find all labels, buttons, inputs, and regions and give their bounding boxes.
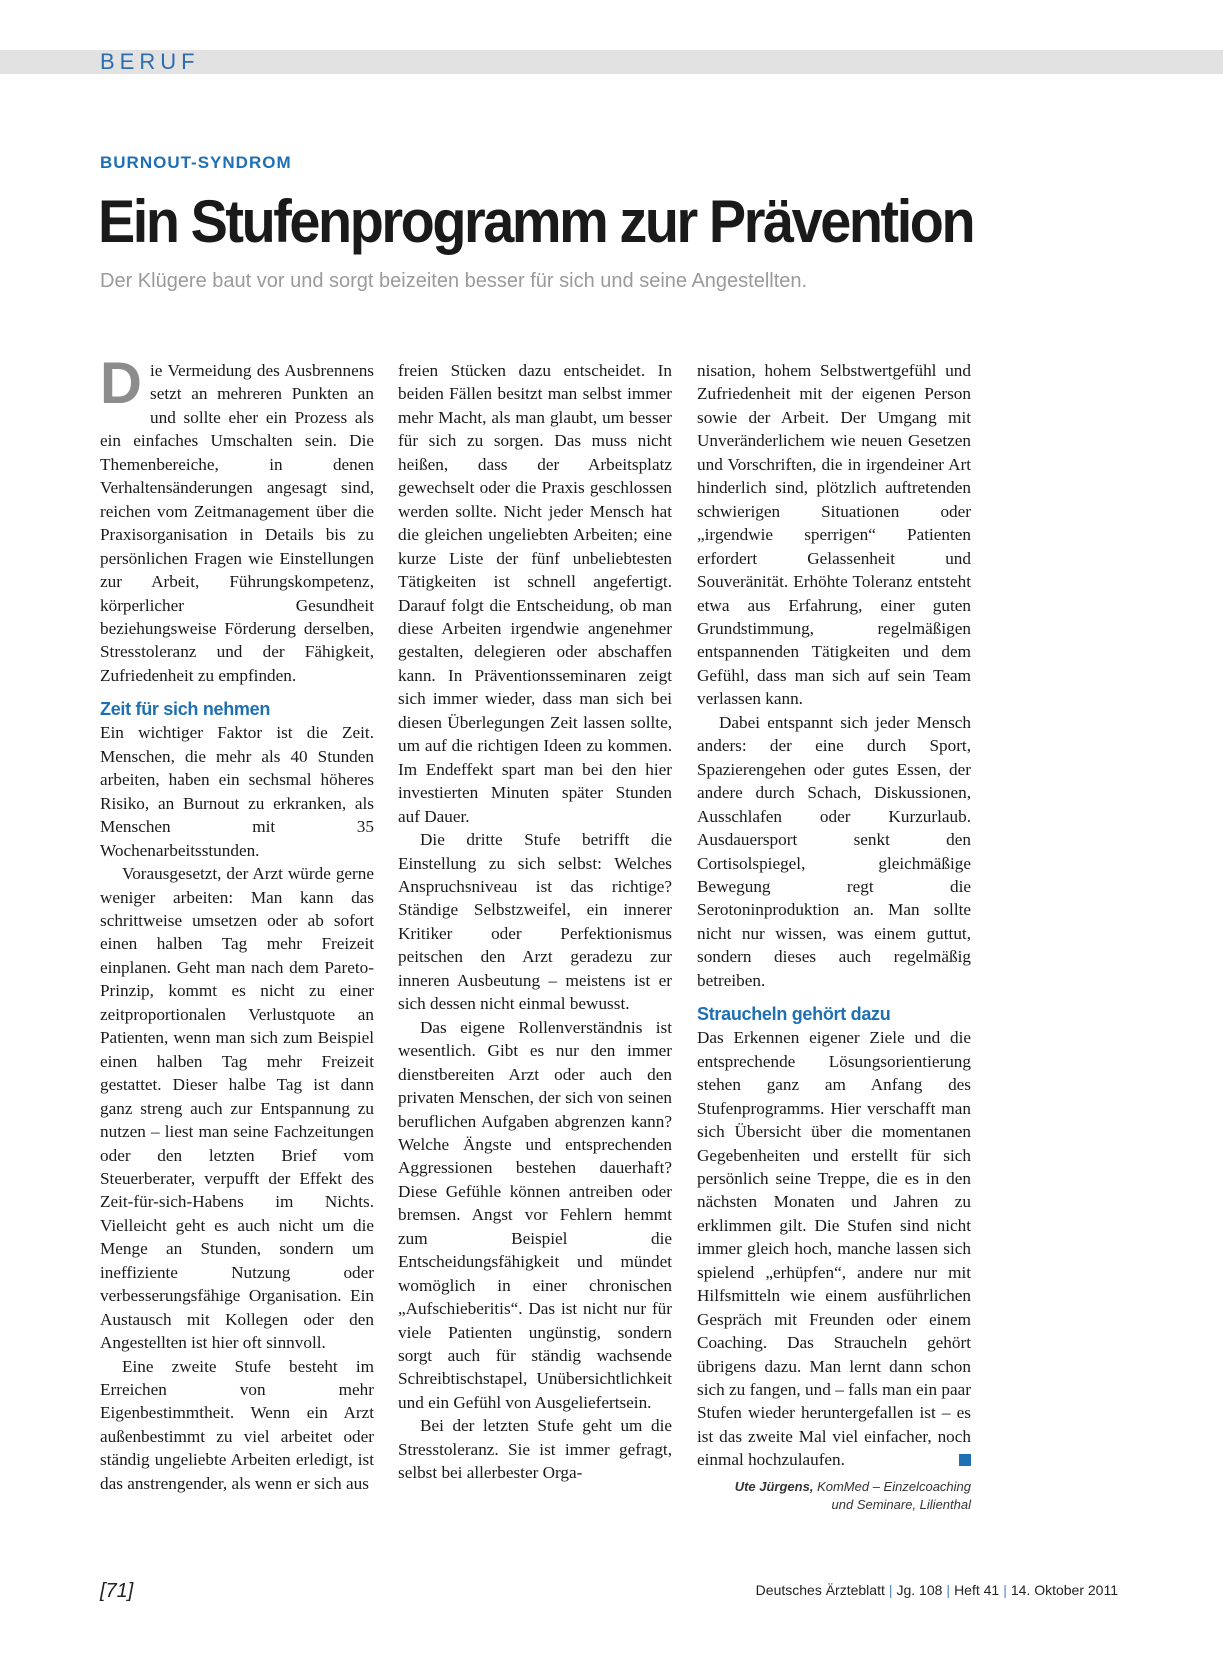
footer-separator: | [888, 1582, 893, 1598]
journal-name: Deutsches Ärzteblatt [755, 1582, 885, 1598]
author-name: Ute Jürgens, [734, 1478, 814, 1494]
footer-separator: | [946, 1582, 951, 1598]
subheading-straucheln: Straucheln gehört dazu [697, 1004, 891, 1025]
paragraph: Eine zweite Stufe besteht im Erreichen von mehr Eigenbestimmtheit. Wenn ein Arzt außenbestimmt zu viel arbeitet oder ständig ungeliebte Arbeiten erledigt, ist das anstrengender, als wenn er sich aus [100, 1356, 374, 1493]
author-credit [697, 1478, 971, 1514]
section-label: BERUF [100, 49, 200, 74]
journal-footer [756, 1582, 1118, 1598]
paragraph: Bei der letzten Stufe geht um die Stresstoleranz. Sie ist immer gefragt, selbst bei allerbester Orga- [398, 1416, 672, 1483]
paragraph: Ein wichtiger Faktor ist die Zeit. Menschen, die mehr als 40 Stunden arbeiten, haben ein sechsmal höheres Risiko, an Burnout zu erkranken, als Menschen mit 35 Wochenarbeitsstunden. [100, 723, 374, 860]
text-column-2 [398, 359, 672, 1485]
paragraph: Die dritte Stufe betrifft die Einstellung zu sich selbst: Welches Anspruchsniveau ist das richtige? Ständige Selbstzweifel, ein innerer Kritiker oder Perfektionismus peitschen den Arzt geradezu zur inneren Ausbeutung – meistens ist er sich dessen nicht einmal bewusst. [398, 830, 672, 1014]
drop-cap: D [100, 351, 142, 416]
paragraph: Das eigene Rollenverständnis ist wesentlich. Gibt es nur den immer dienstbereiten Arzt oder auch den privaten Menschen, der sich von seinen beruflichen Aufgaben abgrenzen kann? Welche Ängste und entsprechenden Aggressionen bestehen dauerhaft? Diese Gefühle können antreiben oder bremsen. Angst vor Fehlern hemmt zum Beispiel die Entscheidungsfähigkeit und mündet womöglich in einer chronischen „Aufschieberitis“. Das ist nicht nur für viele Patienten ungünstig, sondern sorgt auch für ständig wachsende Schreibtischstapel, Unübersichtlichkeit und ein Gefühl von Ausgeliefertsein. [398, 1017, 672, 1412]
paragraph: Dabei entspannt sich jeder Mensch anders: der eine durch Sport, Spazierengehen oder gutes Essen, der andere durch Schach, Diskussionen, Ausschlafen oder Kurzurlaub. Ausdauersport senkt den Cortisolspiegel, gleichmäßige Bewegung regt die Serotoninproduktion an. Man sollte nicht nur wissen, was einem guttut, sondern dieses auch regelmäßig betreiben. [697, 712, 971, 990]
intro-paragraph [100, 351, 374, 687]
footer-separator: | [1003, 1582, 1007, 1598]
author-affiliation-2: und Seminare, Lilienthal [831, 1496, 971, 1512]
author-affiliation-1: KomMed – Einzelcoaching [817, 1478, 971, 1494]
final-text: Das Erkennen eigener Ziele und die entsprechende Lösungsorientierung stehen ganz am Anfang des Stufenprogramms. Hier verschafft man sich Übersicht über die momentanen Gegebenheiten und erstellt für sich persönlich seine Treppe, die es in den nächsten Monaten und Jahren zu erklimmen gilt. Die Stufen sind nicht immer gleich hoch, manche lassen sich spielend „erhüpfen“, andere nur mit Hilfsmitteln wie einem ausführlichen Gespräch mit Freunden oder einem Coaching. Das Straucheln gehört übrigens dazu. Man lernt dann schon sich zu fangen, und – falls man ein paar Stufen wieder heruntergefallen ist – es ist das zweite Mal viel einfacher, noch einmal hochzulaufen. [697, 1028, 971, 1470]
journal-volume: Jg. 108 [896, 1582, 943, 1598]
paragraph: nisation, hohem Selbstwertgefühl und Zufriedenheit mit der eigenen Person sowie der Arbeit. Der Umgang mit Unveränderlichem wie neuen Gesetzen und Vorschriften, die in irgendeiner Art hinderlich sind, plötzlich auftretenden schwierigen Situationen oder „irgendwie sperrigen“ Patienten erfordert Gelassenheit und Souveränität. Erhöhte Toleranz entsteht etwa aus Erfahrung, einer guten Grundstimmung, regelmäßigen entspannenden Tätigkeiten und dem Gefühl, dass man sich auf sein Team verlassen kann. [697, 361, 971, 709]
journal-date: 14. Oktober 2011 [1010, 1582, 1118, 1598]
article-kicker: BURNOUT-SYNDROM [100, 153, 292, 172]
subheading-zeit: Zeit für sich nehmen [100, 699, 271, 720]
final-paragraph [697, 1026, 971, 1472]
end-of-article-icon [959, 1454, 971, 1466]
paragraph: freien Stücken dazu entscheidet. In beiden Fällen besitzt man selbst immer mehr Macht, als man glaubt, um besser für sich zu sorgen. Das muss nicht heißen, dass der Arbeitsplatz gewechselt oder die Praxis geschlossen werden sollte. Nicht jeder Mensch hat die gleichen ungeliebten Arbeiten; eine kurze Liste der fünf unbeliebtesten Tätigkeiten ist schnell angefertigt. Darauf folgt die Entscheidung, ob man diese Arbeiten irgendwie angenehmer gestalten, delegieren oder abschaffen kann. In Präventionsseminaren zeigt sich immer wieder, dass man sich bei diesen Überlegungen Zeit lassen sollte, um auf die richtigen Ideen zu kommen. Im Endeffekt spart man bei den hier investierten Minuten später Stunden auf Dauer. [398, 361, 672, 826]
page-number: [71] [100, 1580, 134, 1602]
article-subtitle: Der Klügere baut vor und sorgt beizeiten besser für sich und seine Angestellten. [100, 270, 808, 292]
text-column-3 [697, 359, 971, 1514]
journal-issue: Heft 41 [954, 1582, 1000, 1598]
paragraph: Vorausgesetzt, der Arzt würde gerne weniger arbeiten: Man kann das schrittweise umsetzen oder ab sofort einen halben Tag mehr Freizeit einplanen. Geht man nach dem Pareto-Prinzip, kommt es nicht zu einer zeitproportionalen Verlustquote an Patienten, wenn man sich zum Beispiel einen halben Tag mehr Freizeit gestattet. Dieser halbe Tag ist dann ganz streng auch zur Entspannung zu nutzen – liest man seine Fachzeitungen oder den letzten Brief vom Steuerberater, verpufft der Effekt des Zeit-für-sich-Habens im Nichts. Vielleicht geht es auch nicht um die Menge an Stunden, sondern um ineffiziente Nutzung oder verbesserungsfähige Organisation. Ein Austausch mit Kollegen oder den Angestellten ist hier oft sinnvoll. [100, 864, 374, 1353]
article-headline: Ein Stufenprogramm zur Prävention [98, 188, 974, 255]
text-column-1 [100, 351, 374, 1495]
intro-text: ie Vermeidung des Ausbrennens setzt an mehreren Punkten an und sollte eher ein Prozess als ein einfaches Umschalten sein. Die Themenbereiche, in denen Verhaltensänderungen angesagt sind, reichen vom Zeitmanagement über die Praxisorganisation in Details bis zu persönlichen Fragen wie Einstellungen zur Arbeit, Führungskompetenz, körperlicher Gesundheit beziehungsweise Förderung derselben, Stresstoleranz und der Fähigkeit, Zufriedenheit zu empfinden. [100, 361, 374, 685]
